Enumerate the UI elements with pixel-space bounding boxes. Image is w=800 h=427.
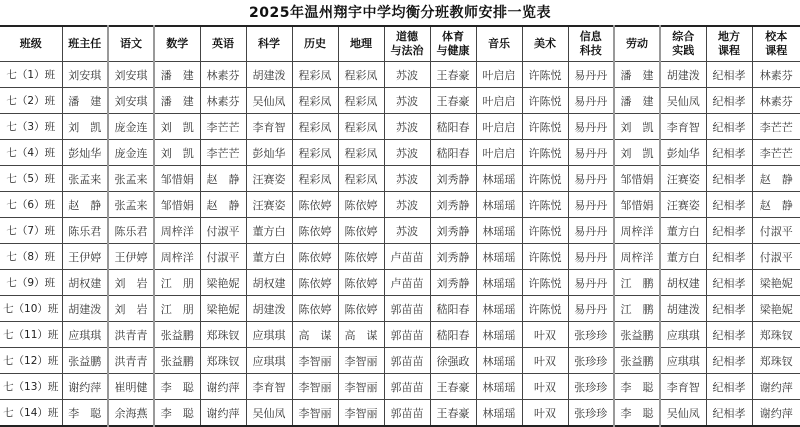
column-header-label: 综合 <box>661 30 706 44</box>
teacher-assignment-table <box>0 25 800 427</box>
teacher-cell-head: 王伊婷 <box>62 244 108 270</box>
page-title: 2025年温州翔宇中学均衡分班教师安排一览表 <box>0 0 800 25</box>
table-row <box>0 88 800 114</box>
column-header-label: 历史 <box>293 37 338 51</box>
teacher-cell-english: 林素芬 <box>200 62 246 88</box>
teacher-cell-school: 付淑平 <box>752 218 800 244</box>
teacher-cell-english: 李芒芒 <box>200 140 246 166</box>
teacher-cell-pe: 嵇阳春 <box>430 296 476 322</box>
column-header-geography <box>338 26 384 62</box>
teacher-cell-practice: 胡权建 <box>660 270 706 296</box>
column-header-school <box>752 26 800 62</box>
table-row <box>0 270 800 296</box>
column-header-labor <box>614 26 660 62</box>
teacher-cell-it: 易丹丹 <box>568 166 614 192</box>
class-name-cell: 七（13）班 <box>0 374 62 400</box>
teacher-cell-head: 刘安琪 <box>62 62 108 88</box>
column-header-label: 地方 <box>707 30 752 44</box>
teacher-cell-chinese: 张孟来 <box>108 192 154 218</box>
teacher-cell-practice: 董方白 <box>660 218 706 244</box>
teacher-cell-head: 彭灿华 <box>62 140 108 166</box>
table-row <box>0 62 800 88</box>
teacher-cell-history: 程彩凤 <box>292 62 338 88</box>
teacher-cell-english: 郑珠钗 <box>200 322 246 348</box>
teacher-cell-art: 许陈悦 <box>522 244 568 270</box>
teacher-cell-school: 谢约萍 <box>752 374 800 400</box>
teacher-cell-school: 谢约萍 <box>752 400 800 427</box>
teacher-cell-history: 高 谋 <box>292 322 338 348</box>
teacher-cell-pe: 刘秀静 <box>430 166 476 192</box>
teacher-cell-local: 纪相孝 <box>706 270 752 296</box>
column-header-math <box>154 26 200 62</box>
column-header-label: 校本 <box>753 30 800 44</box>
teacher-cell-head: 谢约萍 <box>62 374 108 400</box>
teacher-cell-pe: 王春豪 <box>430 62 476 88</box>
teacher-cell-music: 林瑶瑶 <box>476 218 522 244</box>
teacher-cell-english: 郑珠钗 <box>200 348 246 374</box>
column-header-local <box>706 26 752 62</box>
column-header-label: 班级 <box>0 37 62 51</box>
teacher-cell-it: 易丹丹 <box>568 114 614 140</box>
column-header-label: 语文 <box>109 37 153 51</box>
teacher-cell-geography: 陈依婷 <box>338 244 384 270</box>
teacher-cell-local: 纪相孝 <box>706 296 752 322</box>
teacher-cell-labor: 邹惜娟 <box>614 192 660 218</box>
column-header-label-line2: 课程 <box>707 44 752 58</box>
teacher-cell-school: 郑珠钗 <box>752 322 800 348</box>
class-name-cell: 七（6）班 <box>0 192 62 218</box>
teacher-cell-science: 胡建泼 <box>246 62 292 88</box>
teacher-cell-head: 刘 凯 <box>62 114 108 140</box>
teacher-cell-math: 江 朋 <box>154 270 200 296</box>
teacher-cell-pe: 刘秀静 <box>430 218 476 244</box>
table-row <box>0 140 800 166</box>
column-header-class <box>0 26 62 62</box>
table-row <box>0 114 800 140</box>
teacher-cell-school: 李芒芒 <box>752 114 800 140</box>
teacher-cell-practice: 吴仙凤 <box>660 400 706 427</box>
teacher-cell-head: 应琪琪 <box>62 322 108 348</box>
teacher-cell-geography: 高 谋 <box>338 322 384 348</box>
teacher-cell-it: 张珍珍 <box>568 322 614 348</box>
table-row <box>0 166 800 192</box>
teacher-cell-it: 易丹丹 <box>568 244 614 270</box>
teacher-cell-school: 付淑平 <box>752 244 800 270</box>
teacher-cell-science: 彭灿华 <box>246 140 292 166</box>
teacher-cell-morality: 郭苗苗 <box>384 322 430 348</box>
column-header-label: 地理 <box>339 37 384 51</box>
teacher-cell-practice: 汪赛姿 <box>660 192 706 218</box>
column-header-science <box>246 26 292 62</box>
teacher-cell-geography: 李智丽 <box>338 400 384 427</box>
teacher-cell-labor: 潘 建 <box>614 88 660 114</box>
teacher-cell-math: 邹惜娟 <box>154 166 200 192</box>
teacher-cell-labor: 张益鹏 <box>614 322 660 348</box>
teacher-cell-music: 林瑶瑶 <box>476 400 522 427</box>
teacher-cell-chinese: 庞金连 <box>108 140 154 166</box>
teacher-cell-math: 刘 凯 <box>154 140 200 166</box>
teacher-cell-english: 谢约萍 <box>200 400 246 427</box>
column-header-label: 美术 <box>523 37 568 51</box>
teacher-cell-pe: 刘秀静 <box>430 244 476 270</box>
teacher-cell-pe: 王春豪 <box>430 400 476 427</box>
teacher-cell-morality: 卢苗苗 <box>384 244 430 270</box>
teacher-cell-it: 易丹丹 <box>568 218 614 244</box>
teacher-cell-art: 叶双 <box>522 322 568 348</box>
teacher-cell-math: 邹惜娟 <box>154 192 200 218</box>
teacher-cell-pe: 嵇阳春 <box>430 140 476 166</box>
column-header-label: 数学 <box>155 37 200 51</box>
teacher-cell-history: 程彩凤 <box>292 166 338 192</box>
table-row <box>0 192 800 218</box>
teacher-cell-chinese: 刘 岩 <box>108 270 154 296</box>
teacher-cell-school: 梁艳妮 <box>752 270 800 296</box>
column-header-label: 英语 <box>201 37 246 51</box>
teacher-cell-music: 叶启启 <box>476 88 522 114</box>
column-header-label-line2: 课程 <box>753 44 800 58</box>
teacher-cell-science: 胡权建 <box>246 270 292 296</box>
teacher-cell-history: 程彩凤 <box>292 114 338 140</box>
teacher-cell-science: 应琪琪 <box>246 322 292 348</box>
teacher-cell-morality: 苏波 <box>384 62 430 88</box>
teacher-cell-pe: 刘秀静 <box>430 270 476 296</box>
teacher-cell-local: 纪相孝 <box>706 166 752 192</box>
teacher-cell-it: 易丹丹 <box>568 62 614 88</box>
column-header-label: 科学 <box>247 37 292 51</box>
teacher-cell-english: 赵 静 <box>200 192 246 218</box>
teacher-cell-school: 林素芬 <box>752 88 800 114</box>
teacher-cell-chinese: 崔明健 <box>108 374 154 400</box>
teacher-cell-geography: 程彩凤 <box>338 88 384 114</box>
teacher-cell-music: 林瑶瑶 <box>476 374 522 400</box>
teacher-cell-morality: 苏波 <box>384 140 430 166</box>
teacher-cell-head: 胡权建 <box>62 270 108 296</box>
class-name-cell: 七（10）班 <box>0 296 62 322</box>
teacher-cell-math: 李 聪 <box>154 374 200 400</box>
teacher-cell-morality: 郭苗苗 <box>384 400 430 427</box>
teacher-cell-head: 胡建泼 <box>62 296 108 322</box>
teacher-cell-practice: 吴仙凤 <box>660 88 706 114</box>
teacher-cell-science: 汪赛姿 <box>246 166 292 192</box>
teacher-cell-labor: 潘 建 <box>614 62 660 88</box>
teacher-cell-local: 纪相孝 <box>706 348 752 374</box>
teacher-cell-history: 李智丽 <box>292 348 338 374</box>
teacher-cell-pe: 徐强政 <box>430 348 476 374</box>
teacher-cell-head: 张益鹏 <box>62 348 108 374</box>
teacher-cell-geography: 陈依婷 <box>338 192 384 218</box>
teacher-cell-local: 纪相孝 <box>706 114 752 140</box>
column-header-it <box>568 26 614 62</box>
teacher-cell-labor: 江 鹏 <box>614 296 660 322</box>
teacher-cell-local: 纪相孝 <box>706 140 752 166</box>
teacher-cell-chinese: 王伊婷 <box>108 244 154 270</box>
teacher-cell-music: 林瑶瑶 <box>476 244 522 270</box>
teacher-cell-art: 许陈悦 <box>522 88 568 114</box>
teacher-cell-music: 林瑶瑶 <box>476 192 522 218</box>
teacher-cell-history: 陈依婷 <box>292 270 338 296</box>
class-name-cell: 七（7）班 <box>0 218 62 244</box>
column-header-label-line2: 实践 <box>661 44 706 58</box>
table-row <box>0 348 800 374</box>
column-header-label-line2: 科技 <box>569 44 614 58</box>
teacher-cell-labor: 李 聪 <box>614 374 660 400</box>
teacher-cell-chinese: 刘 岩 <box>108 296 154 322</box>
teacher-cell-music: 叶启启 <box>476 114 522 140</box>
teacher-cell-practice: 汪赛姿 <box>660 166 706 192</box>
teacher-cell-english: 林素芬 <box>200 88 246 114</box>
column-header-label: 道德 <box>385 30 430 44</box>
teacher-cell-geography: 程彩凤 <box>338 62 384 88</box>
teacher-cell-geography: 程彩凤 <box>338 166 384 192</box>
teacher-cell-science: 胡建泼 <box>246 296 292 322</box>
teacher-cell-chinese: 洪青青 <box>108 322 154 348</box>
teacher-cell-school: 郑珠钗 <box>752 348 800 374</box>
teacher-cell-morality: 苏波 <box>384 192 430 218</box>
teacher-cell-practice: 胡建泼 <box>660 296 706 322</box>
teacher-cell-art: 许陈悦 <box>522 140 568 166</box>
class-name-cell: 七（3）班 <box>0 114 62 140</box>
teacher-cell-english: 付淑平 <box>200 218 246 244</box>
column-header-pe <box>430 26 476 62</box>
teacher-cell-history: 李智丽 <box>292 400 338 427</box>
teacher-cell-math: 周梓洋 <box>154 244 200 270</box>
column-header-label: 班主任 <box>63 37 108 51</box>
teacher-cell-chinese: 刘安琪 <box>108 88 154 114</box>
teacher-cell-math: 张益鹏 <box>154 322 200 348</box>
column-header-practice <box>660 26 706 62</box>
teacher-cell-science: 董方白 <box>246 218 292 244</box>
teacher-cell-chinese: 张孟来 <box>108 166 154 192</box>
teacher-cell-labor: 刘 凯 <box>614 140 660 166</box>
teacher-cell-history: 陈依婷 <box>292 244 338 270</box>
teacher-cell-science: 汪赛姿 <box>246 192 292 218</box>
teacher-cell-music: 林瑶瑶 <box>476 322 522 348</box>
teacher-cell-school: 梁艳妮 <box>752 296 800 322</box>
teacher-cell-geography: 程彩凤 <box>338 114 384 140</box>
teacher-cell-school: 林素芬 <box>752 62 800 88</box>
table-row <box>0 296 800 322</box>
teacher-cell-math: 潘 建 <box>154 62 200 88</box>
teacher-cell-school: 赵 静 <box>752 166 800 192</box>
teacher-cell-labor: 张益鹏 <box>614 348 660 374</box>
teacher-cell-it: 易丹丹 <box>568 192 614 218</box>
column-header-label-line2: 与健康 <box>431 44 476 58</box>
column-header-art <box>522 26 568 62</box>
teacher-cell-science: 应琪琪 <box>246 348 292 374</box>
teacher-cell-local: 纪相孝 <box>706 244 752 270</box>
teacher-cell-pe: 嵇阳春 <box>430 114 476 140</box>
teacher-cell-local: 纪相孝 <box>706 88 752 114</box>
teacher-cell-geography: 陈依婷 <box>338 296 384 322</box>
teacher-cell-practice: 李育智 <box>660 374 706 400</box>
teacher-cell-labor: 李 聪 <box>614 400 660 427</box>
teacher-cell-local: 纪相孝 <box>706 192 752 218</box>
teacher-cell-english: 谢约萍 <box>200 374 246 400</box>
teacher-cell-labor: 周梓洋 <box>614 244 660 270</box>
class-name-cell: 七（5）班 <box>0 166 62 192</box>
teacher-cell-head: 陈乐君 <box>62 218 108 244</box>
column-header-label-line2: 与法治 <box>385 44 430 58</box>
table-row <box>0 374 800 400</box>
class-name-cell: 七（12）班 <box>0 348 62 374</box>
teacher-cell-music: 林瑶瑶 <box>476 296 522 322</box>
table-row <box>0 400 800 427</box>
teacher-cell-it: 易丹丹 <box>568 296 614 322</box>
teacher-cell-art: 许陈悦 <box>522 114 568 140</box>
teacher-cell-chinese: 刘安琪 <box>108 62 154 88</box>
teacher-cell-geography: 李智丽 <box>338 348 384 374</box>
table-body <box>0 62 800 427</box>
teacher-cell-morality: 苏波 <box>384 218 430 244</box>
teacher-cell-music: 林瑶瑶 <box>476 348 522 374</box>
teacher-cell-practice: 应琪琪 <box>660 348 706 374</box>
teacher-cell-math: 张益鹏 <box>154 348 200 374</box>
column-header-history <box>292 26 338 62</box>
column-header-label: 体育 <box>431 30 476 44</box>
teacher-cell-pe: 嵇阳春 <box>430 322 476 348</box>
table-row <box>0 322 800 348</box>
teacher-cell-science: 董方白 <box>246 244 292 270</box>
teacher-cell-art: 许陈悦 <box>522 166 568 192</box>
teacher-cell-history: 陈依婷 <box>292 218 338 244</box>
class-name-cell: 七（1）班 <box>0 62 62 88</box>
teacher-cell-morality: 苏波 <box>384 88 430 114</box>
teacher-cell-music: 叶启启 <box>476 140 522 166</box>
teacher-cell-labor: 周梓洋 <box>614 218 660 244</box>
table-header-row <box>0 26 800 62</box>
teacher-cell-morality: 郭苗苗 <box>384 374 430 400</box>
teacher-cell-school: 赵 静 <box>752 192 800 218</box>
teacher-cell-music: 叶启启 <box>476 62 522 88</box>
teacher-cell-art: 叶双 <box>522 374 568 400</box>
teacher-cell-morality: 郭苗苗 <box>384 296 430 322</box>
teacher-cell-practice: 李育智 <box>660 114 706 140</box>
teacher-cell-labor: 邹惜娟 <box>614 166 660 192</box>
teacher-cell-chinese: 洪青青 <box>108 348 154 374</box>
teacher-cell-art: 叶双 <box>522 400 568 427</box>
teacher-cell-practice: 彭灿华 <box>660 140 706 166</box>
teacher-cell-it: 张珍珍 <box>568 400 614 427</box>
teacher-cell-english: 梁艳妮 <box>200 296 246 322</box>
class-name-cell: 七（9）班 <box>0 270 62 296</box>
teacher-cell-labor: 江 鹏 <box>614 270 660 296</box>
teacher-cell-chinese: 陈乐君 <box>108 218 154 244</box>
teacher-cell-music: 林瑶瑶 <box>476 270 522 296</box>
teacher-cell-it: 张珍珍 <box>568 374 614 400</box>
teacher-cell-history: 陈依婷 <box>292 296 338 322</box>
column-header-morality <box>384 26 430 62</box>
teacher-cell-head: 潘 建 <box>62 88 108 114</box>
class-name-cell: 七（14）班 <box>0 400 62 427</box>
table-row <box>0 218 800 244</box>
teacher-cell-english: 付淑平 <box>200 244 246 270</box>
column-header-music <box>476 26 522 62</box>
teacher-cell-it: 易丹丹 <box>568 88 614 114</box>
teacher-cell-school: 李芒芒 <box>752 140 800 166</box>
teacher-cell-morality: 苏波 <box>384 166 430 192</box>
teacher-cell-local: 纪相孝 <box>706 322 752 348</box>
teacher-cell-english: 梁艳妮 <box>200 270 246 296</box>
teacher-cell-math: 李 聪 <box>154 400 200 427</box>
teacher-cell-geography: 陈依婷 <box>338 270 384 296</box>
class-name-cell: 七（2）班 <box>0 88 62 114</box>
teacher-cell-practice: 胡建泼 <box>660 62 706 88</box>
teacher-cell-head: 张孟来 <box>62 166 108 192</box>
teacher-cell-practice: 应琪琪 <box>660 322 706 348</box>
teacher-cell-english: 赵 静 <box>200 166 246 192</box>
table-row <box>0 244 800 270</box>
column-header-label: 音乐 <box>477 37 522 51</box>
teacher-cell-science: 吴仙凤 <box>246 400 292 427</box>
class-name-cell: 七（8）班 <box>0 244 62 270</box>
teacher-cell-local: 纪相孝 <box>706 218 752 244</box>
teacher-cell-art: 叶双 <box>522 348 568 374</box>
teacher-cell-geography: 程彩凤 <box>338 140 384 166</box>
teacher-cell-head: 李 聪 <box>62 400 108 427</box>
column-header-chinese <box>108 26 154 62</box>
teacher-cell-morality: 苏波 <box>384 114 430 140</box>
teacher-cell-art: 许陈悦 <box>522 218 568 244</box>
teacher-cell-math: 刘 凯 <box>154 114 200 140</box>
teacher-cell-science: 李育智 <box>246 114 292 140</box>
column-header-english <box>200 26 246 62</box>
teacher-cell-chinese: 余海燕 <box>108 400 154 427</box>
teacher-cell-art: 许陈悦 <box>522 296 568 322</box>
teacher-cell-morality: 郭苗苗 <box>384 348 430 374</box>
teacher-cell-geography: 李智丽 <box>338 374 384 400</box>
teacher-cell-head: 赵 静 <box>62 192 108 218</box>
class-name-cell: 七（4）班 <box>0 140 62 166</box>
teacher-cell-pe: 刘秀静 <box>430 192 476 218</box>
teacher-cell-art: 许陈悦 <box>522 270 568 296</box>
teacher-cell-it: 张珍珍 <box>568 348 614 374</box>
teacher-cell-morality: 卢苗苗 <box>384 270 430 296</box>
teacher-cell-science: 李育智 <box>246 374 292 400</box>
teacher-cell-it: 易丹丹 <box>568 270 614 296</box>
teacher-cell-math: 江 朋 <box>154 296 200 322</box>
teacher-cell-math: 周梓洋 <box>154 218 200 244</box>
teacher-cell-pe: 王春豪 <box>430 88 476 114</box>
column-header-label: 信息 <box>569 30 614 44</box>
teacher-cell-history: 李智丽 <box>292 374 338 400</box>
teacher-cell-science: 吴仙凤 <box>246 88 292 114</box>
teacher-cell-history: 陈依婷 <box>292 192 338 218</box>
column-header-label: 劳动 <box>615 37 659 51</box>
teacher-cell-pe: 王春豪 <box>430 374 476 400</box>
teacher-cell-labor: 刘 凯 <box>614 114 660 140</box>
teacher-cell-local: 纪相孝 <box>706 374 752 400</box>
teacher-cell-local: 纪相孝 <box>706 400 752 427</box>
teacher-cell-chinese: 庞金连 <box>108 114 154 140</box>
teacher-cell-music: 林瑶瑶 <box>476 166 522 192</box>
column-header-head <box>62 26 108 62</box>
teacher-cell-history: 程彩凤 <box>292 88 338 114</box>
teacher-cell-math: 潘 建 <box>154 88 200 114</box>
teacher-cell-local: 纪相孝 <box>706 62 752 88</box>
teacher-cell-it: 易丹丹 <box>568 140 614 166</box>
teacher-cell-english: 李芒芒 <box>200 114 246 140</box>
teacher-cell-art: 许陈悦 <box>522 62 568 88</box>
teacher-cell-history: 程彩凤 <box>292 140 338 166</box>
teacher-cell-art: 许陈悦 <box>522 192 568 218</box>
class-name-cell: 七（11）班 <box>0 322 62 348</box>
teacher-cell-practice: 董方白 <box>660 244 706 270</box>
teacher-cell-geography: 陈依婷 <box>338 218 384 244</box>
